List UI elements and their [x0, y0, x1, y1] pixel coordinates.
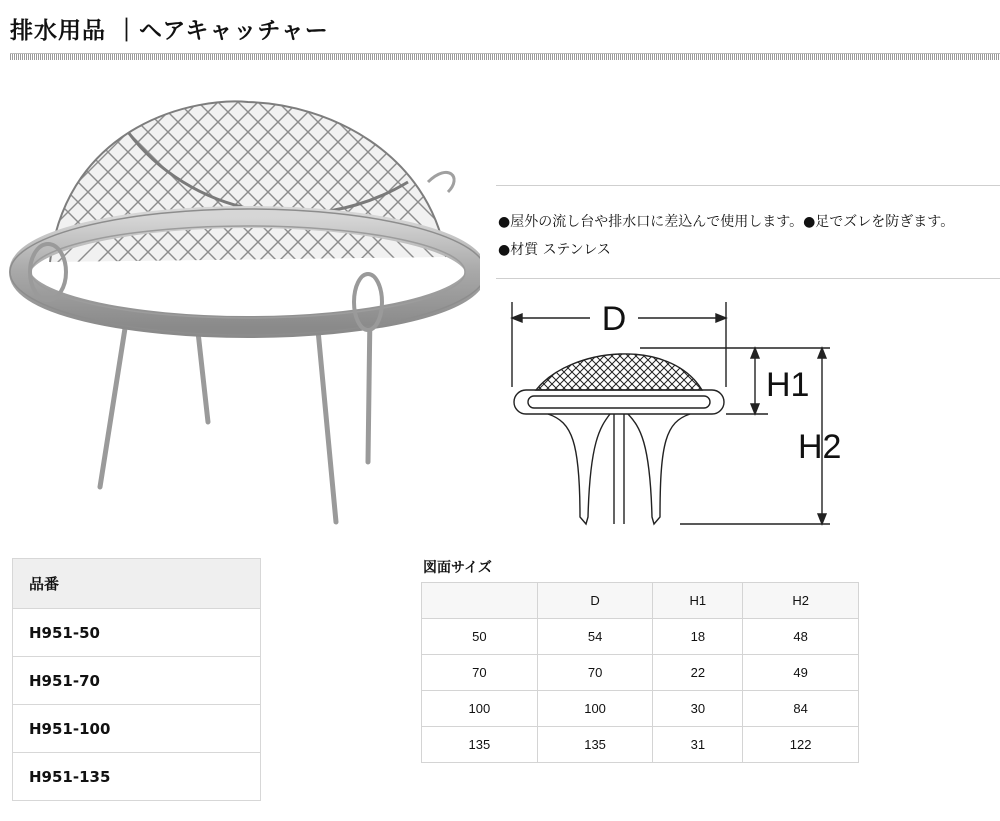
- cell: 31: [653, 727, 743, 763]
- header-cell: H1: [653, 583, 743, 619]
- cell: 100: [422, 691, 538, 727]
- cell: 48: [743, 619, 859, 655]
- label-h1: H1: [766, 366, 810, 404]
- table-row: [422, 727, 859, 763]
- cell: 70: [537, 655, 653, 691]
- cell: 50: [422, 619, 538, 655]
- cell: 49: [743, 655, 859, 691]
- part-number: H951-135: [13, 753, 261, 801]
- part-number: H951-70: [13, 657, 261, 705]
- size-table: [421, 582, 859, 763]
- label-h2: H2: [798, 428, 842, 466]
- cell: 84: [743, 691, 859, 727]
- cell: 122: [743, 727, 859, 763]
- table-row: [422, 691, 859, 727]
- cell: 18: [653, 619, 743, 655]
- part-number-table: [12, 558, 261, 801]
- table-row: [13, 657, 261, 705]
- cell: 70: [422, 655, 538, 691]
- header-cell: D: [537, 583, 653, 619]
- size-table-title: 図面サイズ: [423, 560, 492, 576]
- part-number-header: 品番: [13, 559, 261, 609]
- cell: 30: [653, 691, 743, 727]
- cell: 22: [653, 655, 743, 691]
- header-cell: H2: [743, 583, 859, 619]
- part-number: H951-100: [13, 705, 261, 753]
- cell: 100: [537, 691, 653, 727]
- dimension-drawing: [500, 292, 880, 542]
- table-row: [13, 609, 261, 657]
- table-row: [13, 753, 261, 801]
- table-row: [422, 655, 859, 691]
- part-number: H951-50: [13, 609, 261, 657]
- cell: 135: [537, 727, 653, 763]
- description-features: ●屋外の流し台や排水口に差込んで使用します。●足でズレを防ぎます。: [498, 214, 955, 230]
- cell: 135: [422, 727, 538, 763]
- product-description: [496, 185, 1000, 279]
- title-divider: [10, 53, 1000, 60]
- label-d: D: [601, 300, 627, 338]
- header-cell: [422, 583, 538, 619]
- cell: 54: [537, 619, 653, 655]
- table-row: [422, 619, 859, 655]
- size-table-header: [422, 583, 859, 619]
- page-title: 排水用品 ｜ヘアキャッチャー: [10, 18, 329, 44]
- product-photo: [8, 92, 480, 532]
- table-row: [13, 705, 261, 753]
- description-material: ●材質 ステンレス: [498, 242, 611, 258]
